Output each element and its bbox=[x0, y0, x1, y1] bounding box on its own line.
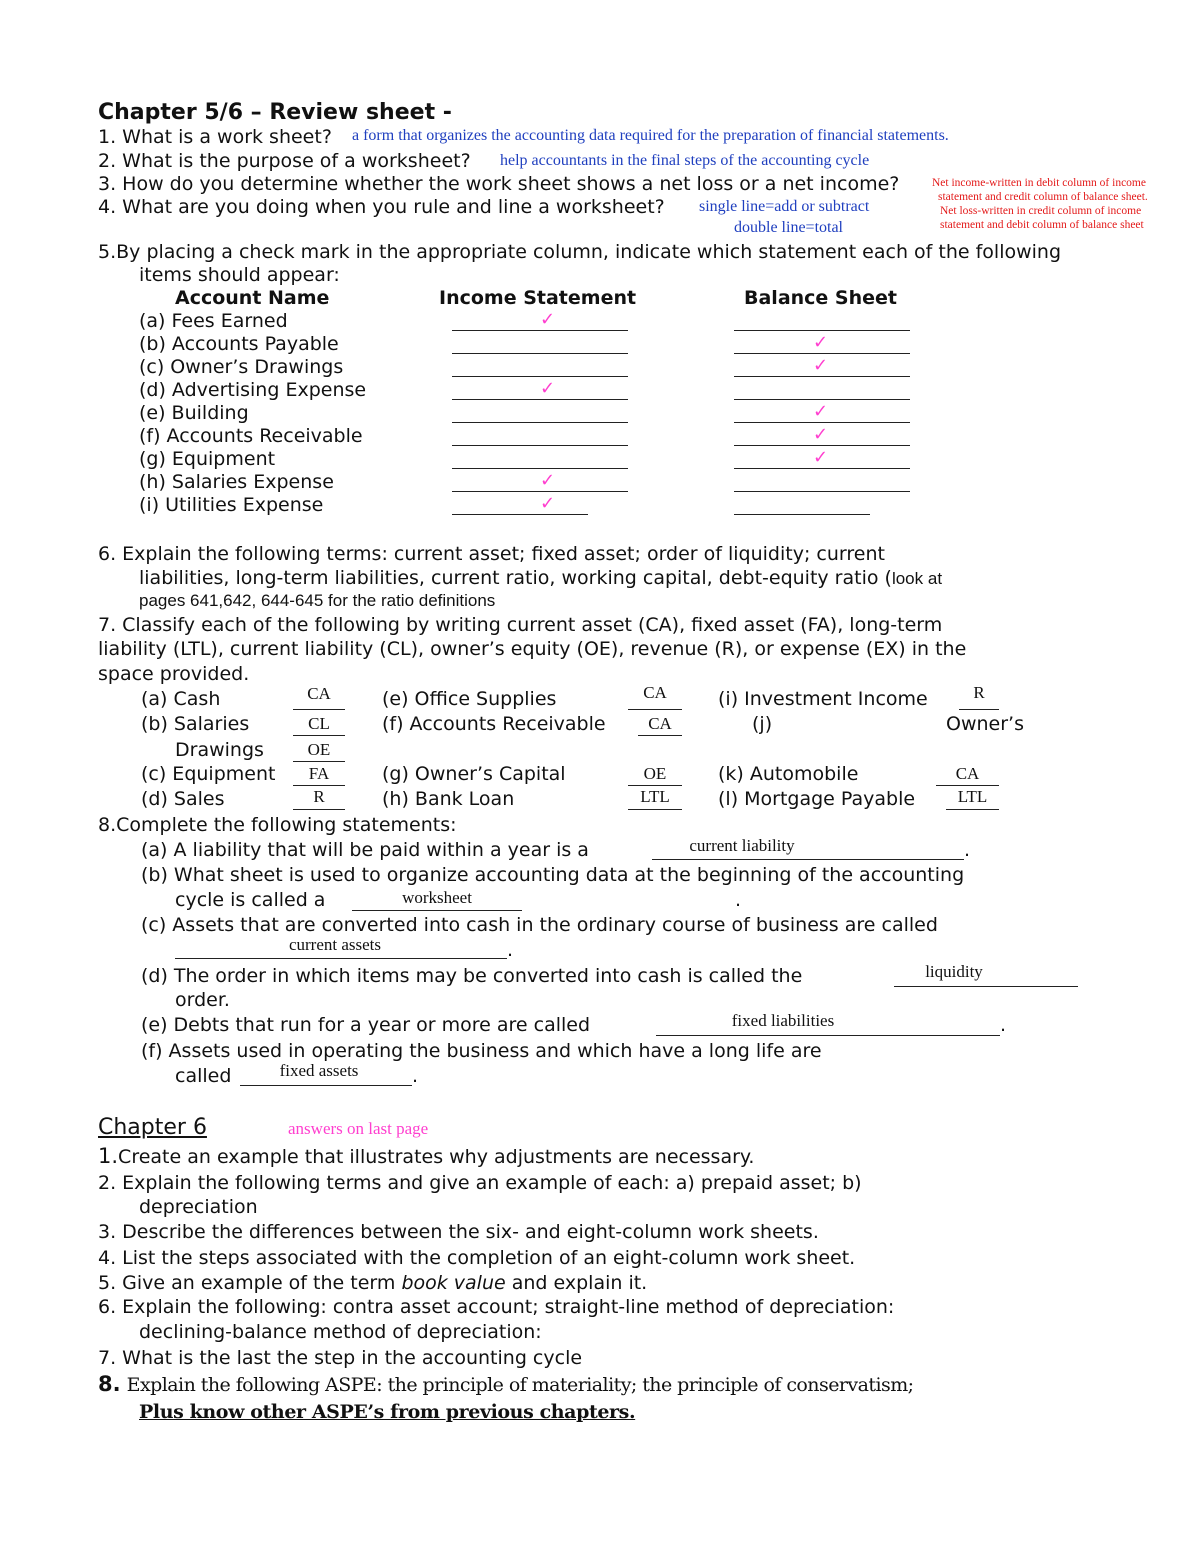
blank-line bbox=[293, 809, 345, 810]
ch6-question-8-line-2: Plus know other ASPE’s from previous chapters. bbox=[139, 1401, 636, 1423]
balance-sheet-check-mark: ✓ bbox=[813, 332, 829, 353]
classify-l-label: (l) Mortgage Payable bbox=[718, 788, 916, 810]
balance-sheet-check-mark: ✓ bbox=[813, 355, 829, 376]
statement-c-line-1: (c) Assets that are converted into cash in the ordinary course of business are called bbox=[141, 914, 938, 936]
page-title: Chapter 5/6 – Review sheet - bbox=[98, 100, 452, 125]
ch6-q5-post: and explain it. bbox=[505, 1272, 648, 1294]
blank-line bbox=[628, 785, 682, 786]
statement-f-answer: fixed assets bbox=[279, 1061, 359, 1080]
period: . bbox=[507, 939, 514, 961]
account-name-label: (g) Equipment bbox=[139, 448, 276, 470]
question-7-line-1: 7. Classify each of the following by writing current asset (CA), fixed asset (FA), long-term bbox=[98, 614, 943, 636]
balance-sheet-blank bbox=[734, 468, 910, 469]
classify-d-label: (d) Sales bbox=[141, 788, 225, 810]
ch6-question-2-line-1: 2. Explain the following terms and give an example of each: a) prepaid asset; b) bbox=[98, 1172, 862, 1194]
period: . bbox=[1000, 1014, 1007, 1036]
blank-line bbox=[959, 709, 999, 710]
ch6-q5-pre: 5. Give an example of the term bbox=[98, 1272, 402, 1294]
blank-line bbox=[936, 785, 999, 786]
classify-j-owners: Owner’s bbox=[946, 713, 1024, 735]
blank-line bbox=[240, 1085, 412, 1086]
income-statement-blank bbox=[452, 353, 628, 354]
blank-line bbox=[652, 859, 964, 860]
blank-line bbox=[628, 709, 682, 710]
account-name-label: (c) Owner’s Drawings bbox=[139, 356, 344, 378]
balance-sheet-blank bbox=[734, 376, 910, 377]
answer-4-double: double line=total bbox=[734, 219, 843, 236]
classify-d-answer: R bbox=[313, 787, 325, 806]
statement-f-line-1: (f) Assets used in operating the business and which have a long life are bbox=[141, 1040, 822, 1062]
answer-1: a form that organizes the accounting data required for the preparation of financial statements. bbox=[352, 127, 949, 144]
statement-b-line-2: cycle is called a bbox=[175, 889, 326, 911]
blank-line bbox=[638, 735, 682, 736]
classify-f-answer: CA bbox=[648, 714, 672, 733]
account-name-label: (i) Utilities Expense bbox=[139, 494, 324, 516]
balance-sheet-blank bbox=[734, 491, 910, 492]
balance-sheet-blank bbox=[734, 330, 910, 331]
classify-b2-label: Drawings bbox=[175, 739, 264, 761]
blank-line bbox=[293, 735, 345, 736]
classify-h-answer: LTL bbox=[640, 787, 670, 806]
ch6-question-7: 7. What is the last the step in the accounting cycle bbox=[98, 1347, 583, 1369]
statement-e-answer: fixed liabilities bbox=[731, 1011, 835, 1030]
ch6-q5-term: book value bbox=[401, 1272, 506, 1294]
classify-k-answer: CA bbox=[955, 764, 980, 783]
answer-4-single: single line=add or subtract bbox=[699, 198, 870, 215]
answer-3-line-4: statement and debit column of balance sheet bbox=[940, 219, 1144, 231]
ch6-question-6-line-2: declining-balance method of depreciation: bbox=[139, 1321, 542, 1343]
blank-line bbox=[946, 809, 999, 810]
blank-line bbox=[656, 1035, 1000, 1036]
blank-line bbox=[894, 986, 1078, 987]
account-name-label: (d) Advertising Expense bbox=[139, 379, 367, 401]
question-8: 8.Complete the following statements: bbox=[98, 814, 457, 836]
statement-a-answer: current liability bbox=[689, 836, 795, 855]
ch6-q1-text: Create an example that illustrates why adjustments are necessary. bbox=[118, 1146, 755, 1168]
income-statement-check-mark: ✓ bbox=[540, 309, 556, 330]
question-5-line-2: items should appear: bbox=[139, 264, 340, 286]
chapter-6-note: answers on last page bbox=[288, 1119, 429, 1138]
period: . bbox=[735, 889, 742, 911]
question-7-line-2: liability (LTL), current liability (CL), owner’s equity (OE), revenue (R), or expense (EX) in the bbox=[98, 638, 967, 660]
classify-a-label: (a) Cash bbox=[141, 688, 221, 710]
question-6-line-1: 6. Explain the following terms: current asset; fixed asset; order of liquidity; current bbox=[98, 543, 885, 565]
income-statement-check-mark: ✓ bbox=[540, 493, 556, 514]
period: . bbox=[964, 839, 971, 861]
ch6-question-1 bbox=[98, 1145, 754, 1169]
balance-sheet-check-mark: ✓ bbox=[813, 447, 829, 468]
ch6-question-6-line-1: 6. Explain the following: contra asset account; straight-line method of depreciation: bbox=[98, 1296, 895, 1318]
ch6-question-4: 4. List the steps associated with the completion of an eight-column work sheet. bbox=[98, 1247, 856, 1269]
header-income-statement: Income Statement bbox=[439, 287, 637, 309]
statement-d-answer: liquidity bbox=[925, 962, 983, 981]
classify-b2-answer: OE bbox=[307, 740, 331, 759]
answer-3-line-2: statement and credit column of balance sheet. bbox=[938, 191, 1148, 203]
question-6-pages: pages 641,642, 644-645 for the ratio definitions bbox=[139, 591, 496, 610]
classify-c-label: (c) Equipment bbox=[141, 763, 276, 785]
blank-line bbox=[352, 910, 522, 911]
classify-g-answer: OE bbox=[643, 764, 667, 783]
question-2: 2. What is the purpose of a worksheet? bbox=[98, 150, 471, 172]
ch6-q8-text: Explain the following ASPE: the principle of materiality; the principle of conservatism; bbox=[126, 1374, 914, 1396]
ch6-question-3: 3. Describe the differences between the six- and eight-column work sheets. bbox=[98, 1221, 819, 1243]
income-statement-blank bbox=[452, 491, 628, 492]
classify-b-answer: CL bbox=[308, 714, 330, 733]
account-name-label: (e) Building bbox=[139, 402, 249, 424]
ch6-question-8 bbox=[98, 1372, 914, 1397]
question-6-line-2-text: liabilities, long-term liabilities, current ratio, working capital, debt-equity ratio ( bbox=[139, 567, 892, 589]
classify-b-label: (b) Salaries bbox=[141, 713, 250, 735]
statement-a: (a) A liability that will be paid within a year is a bbox=[141, 839, 589, 861]
chapter-6-title: Chapter 6 bbox=[98, 1115, 207, 1140]
header-balance-sheet: Balance Sheet bbox=[744, 287, 897, 309]
statement-e: (e) Debts that run for a year or more are called bbox=[141, 1014, 591, 1036]
classify-l-answer: LTL bbox=[957, 787, 988, 806]
ch6-q8-number: 8. bbox=[98, 1372, 121, 1396]
income-statement-blank bbox=[452, 399, 628, 400]
blank-line bbox=[293, 709, 345, 710]
header-account-name: Account Name bbox=[175, 287, 330, 309]
balance-sheet-check-mark: ✓ bbox=[813, 424, 829, 445]
balance-sheet-blank bbox=[734, 514, 870, 515]
question-6-line-2 bbox=[139, 567, 942, 590]
blank-line bbox=[293, 785, 345, 786]
answer-3-line-3: Net loss-written in credit column of income bbox=[940, 205, 1142, 217]
blank-line bbox=[293, 761, 345, 762]
balance-sheet-blank bbox=[734, 353, 910, 354]
question-3: 3. How do you determine whether the work sheet shows a net loss or a net income? bbox=[98, 173, 900, 195]
balance-sheet-blank bbox=[734, 422, 910, 423]
income-statement-blank bbox=[452, 422, 628, 423]
statement-d-line-1: (d) The order in which items may be converted into cash is called the bbox=[141, 965, 803, 987]
classify-e-label: (e) Office Supplies bbox=[382, 688, 557, 710]
classify-j-label: (j) bbox=[752, 713, 773, 735]
balance-sheet-blank bbox=[734, 399, 910, 400]
classify-i-label: (i) Investment Income bbox=[718, 688, 928, 710]
statement-c-answer: current assets bbox=[288, 935, 382, 954]
statement-f-line-2: called bbox=[175, 1065, 232, 1087]
classify-c-answer: FA bbox=[308, 764, 330, 783]
period: . bbox=[412, 1065, 419, 1087]
account-name-label: (f) Accounts Receivable bbox=[139, 425, 363, 447]
statement-b-line-1: (b) What sheet is used to organize accounting data at the beginning of the accounting bbox=[141, 864, 965, 886]
answer-3-line-1: Net income-written in debit column of income bbox=[932, 177, 1146, 189]
statement-b-answer: worksheet bbox=[402, 888, 472, 907]
classify-f-label: (f) Accounts Receivable bbox=[382, 713, 606, 735]
answer-2: help accountants in the final steps of the accounting cycle bbox=[500, 152, 870, 169]
question-5-line-1: 5.By placing a check mark in the appropriate column, indicate which statement each of the following bbox=[98, 241, 1062, 263]
ch6-q1-number: 1. bbox=[98, 1144, 119, 1168]
income-statement-blank bbox=[452, 376, 628, 377]
classify-e-answer: CA bbox=[643, 683, 667, 702]
question-4: 4. What are you doing when you rule and line a worksheet? bbox=[98, 196, 665, 218]
account-name-label: (b) Accounts Payable bbox=[139, 333, 339, 355]
balance-sheet-blank bbox=[734, 445, 910, 446]
question-1: 1. What is a work sheet? bbox=[98, 126, 332, 148]
account-name-label: (h) Salaries Expense bbox=[139, 471, 334, 493]
classify-i-answer: R bbox=[973, 683, 985, 702]
income-statement-blank bbox=[452, 468, 628, 469]
question-6-note: look at bbox=[891, 569, 943, 588]
classify-g-label: (g) Owner’s Capital bbox=[382, 763, 566, 785]
income-statement-blank bbox=[452, 445, 628, 446]
classify-a-answer: CA bbox=[307, 684, 331, 703]
blank-line bbox=[175, 958, 507, 959]
blank-line bbox=[628, 809, 682, 810]
classify-h-label: (h) Bank Loan bbox=[382, 788, 515, 810]
classify-k-label: (k) Automobile bbox=[718, 763, 859, 785]
account-name-label: (a) Fees Earned bbox=[139, 310, 288, 332]
income-statement-check-mark: ✓ bbox=[540, 378, 556, 399]
question-7-line-3: space provided. bbox=[98, 663, 250, 685]
ch6-question-5 bbox=[98, 1272, 647, 1295]
ch6-question-2-line-2: depreciation bbox=[139, 1196, 258, 1218]
statement-d-line-2: order. bbox=[175, 989, 230, 1011]
income-statement-blank bbox=[452, 330, 628, 331]
income-statement-blank bbox=[452, 514, 588, 515]
balance-sheet-check-mark: ✓ bbox=[813, 401, 829, 422]
income-statement-check-mark: ✓ bbox=[540, 470, 556, 491]
